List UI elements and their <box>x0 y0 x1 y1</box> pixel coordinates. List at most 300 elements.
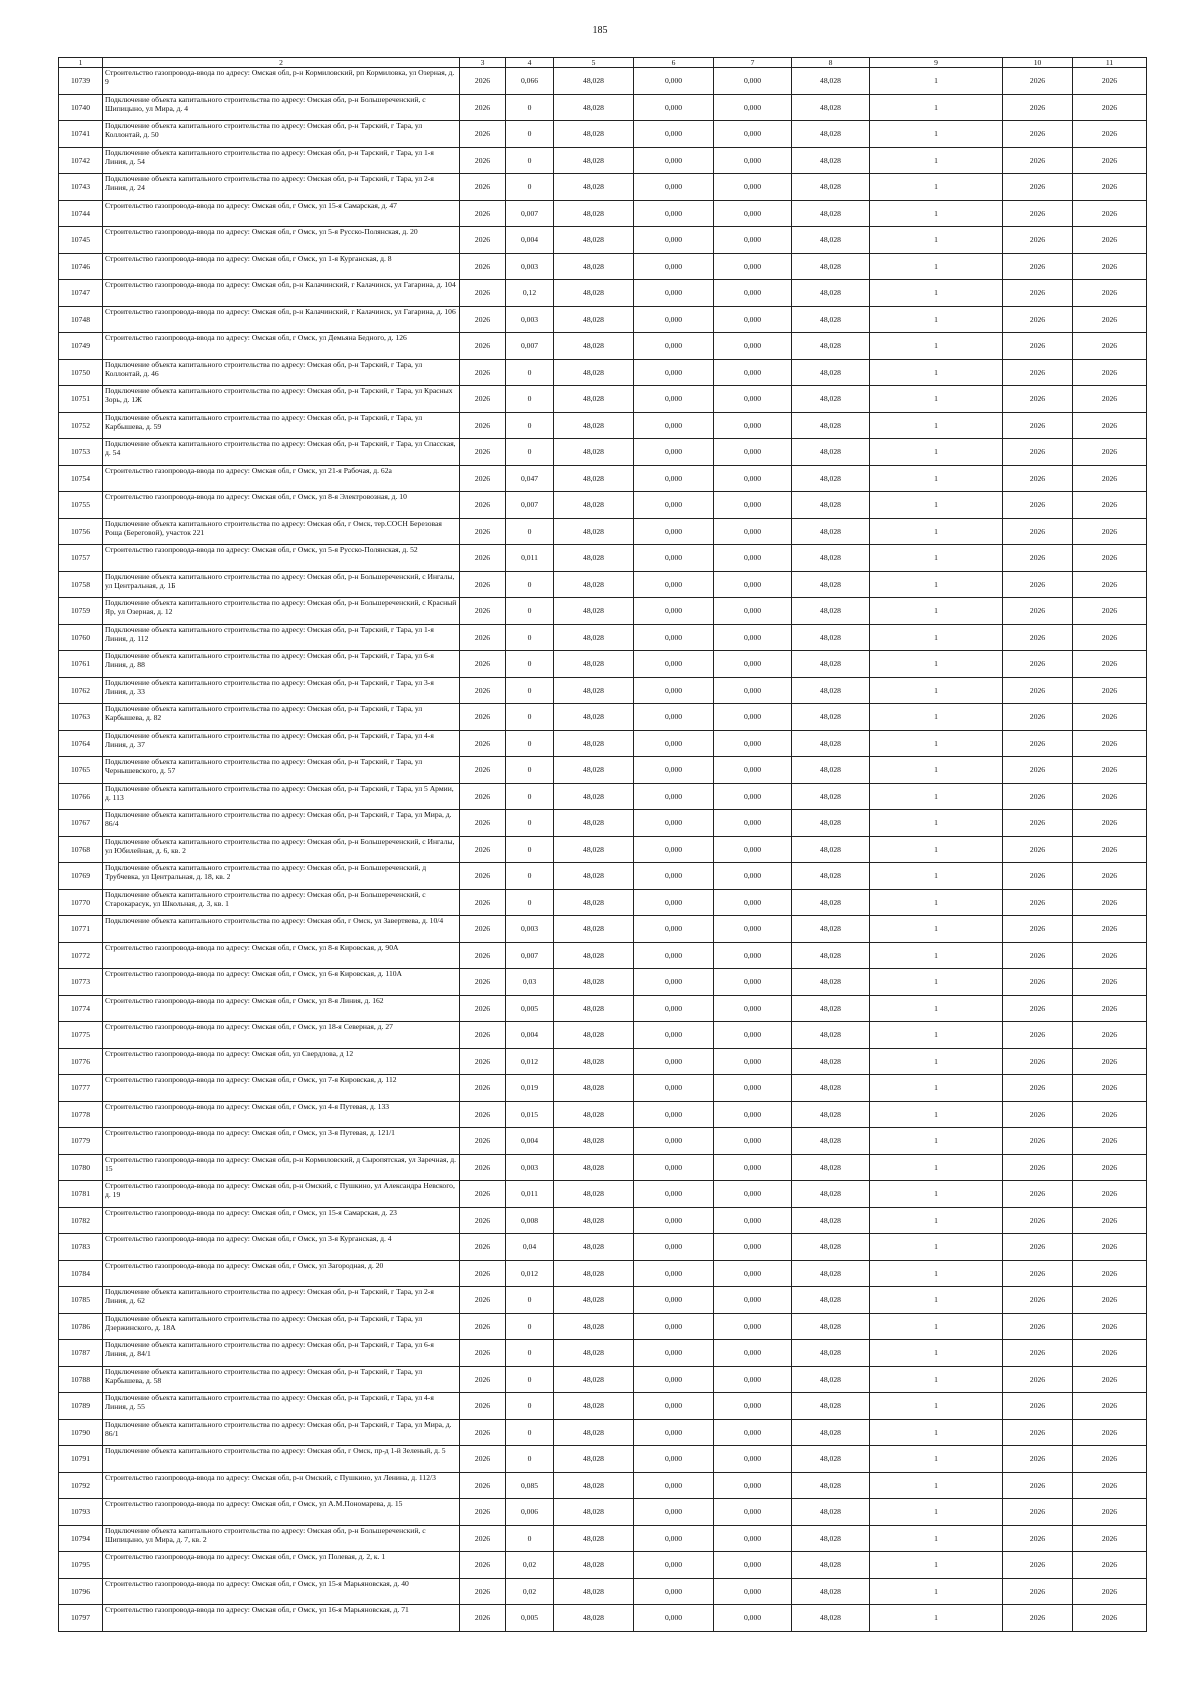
description-cell: Подключение объекта капитального строительства по адресу: Омская обл, р-н Тарский, г Тара, ул Красных Зорь, д. 1Ж <box>103 386 460 413</box>
value-cell: 0,000 <box>714 598 792 625</box>
value-cell: 0,000 <box>714 1525 792 1552</box>
row-number-cell: 10742 <box>59 147 103 174</box>
value-cell: 2026 <box>460 1552 506 1579</box>
value-cell: 2026 <box>1003 704 1073 731</box>
value-cell: 2026 <box>1003 1552 1073 1579</box>
value-cell: 2026 <box>1073 1366 1147 1393</box>
value-cell: 0,000 <box>634 1525 714 1552</box>
value-cell: 2026 <box>1073 227 1147 254</box>
value-cell: 48,028 <box>792 677 870 704</box>
column-header: 6 <box>634 58 714 68</box>
value-cell: 0,000 <box>634 1101 714 1128</box>
value-cell: 0,007 <box>506 942 554 969</box>
row-number-cell: 10785 <box>59 1287 103 1314</box>
value-cell: 48,028 <box>792 1552 870 1579</box>
column-header: 11 <box>1073 58 1147 68</box>
value-cell: 1 <box>870 1154 1003 1181</box>
row-number-cell: 10795 <box>59 1552 103 1579</box>
value-cell: 2026 <box>460 704 506 731</box>
value-cell: 0,047 <box>506 465 554 492</box>
value-cell: 0,000 <box>714 1154 792 1181</box>
value-cell: 2026 <box>1073 68 1147 95</box>
value-cell: 2026 <box>1073 253 1147 280</box>
value-cell: 0,03 <box>506 969 554 996</box>
value-cell: 2026 <box>1003 1128 1073 1155</box>
value-cell: 2026 <box>460 1154 506 1181</box>
value-cell: 48,028 <box>554 1022 634 1049</box>
table-row <box>59 1260 1147 1287</box>
value-cell: 0,004 <box>506 227 554 254</box>
value-cell: 1 <box>870 1207 1003 1234</box>
value-cell: 48,028 <box>554 863 634 890</box>
value-cell: 48,028 <box>792 942 870 969</box>
value-cell: 2026 <box>1073 836 1147 863</box>
value-cell: 2026 <box>1003 916 1073 943</box>
value-cell: 0,000 <box>634 598 714 625</box>
value-cell: 48,028 <box>792 518 870 545</box>
value-cell: 0,000 <box>714 1340 792 1367</box>
value-cell: 0,066 <box>506 68 554 95</box>
value-cell: 2026 <box>1003 1260 1073 1287</box>
value-cell: 2026 <box>460 1340 506 1367</box>
value-cell: 0,000 <box>634 677 714 704</box>
value-cell: 0,000 <box>634 1419 714 1446</box>
value-cell: 2026 <box>460 1207 506 1234</box>
value-cell: 2026 <box>460 545 506 572</box>
row-number-cell: 10776 <box>59 1048 103 1075</box>
table-row <box>59 253 1147 280</box>
value-cell: 48,028 <box>792 147 870 174</box>
value-cell: 48,028 <box>554 1419 634 1446</box>
description-cell: Строительство газопровода-ввода по адресу: Омская обл, г Омск, ул 15-я Самарская, д. 47 <box>103 200 460 227</box>
table-row <box>59 757 1147 784</box>
table-row <box>59 942 1147 969</box>
page-number: 185 <box>592 25 608 36</box>
value-cell: 2026 <box>1003 1234 1073 1261</box>
value-cell: 48,028 <box>792 651 870 678</box>
value-cell: 1 <box>870 94 1003 121</box>
value-cell: 48,028 <box>792 306 870 333</box>
value-cell: 48,028 <box>792 810 870 837</box>
table-row <box>59 1578 1147 1605</box>
value-cell: 2026 <box>1073 1181 1147 1208</box>
value-cell: 0 <box>506 571 554 598</box>
table-row <box>59 94 1147 121</box>
value-cell: 2026 <box>460 68 506 95</box>
value-cell: 48,028 <box>792 545 870 572</box>
value-cell: 2026 <box>1003 1022 1073 1049</box>
value-cell: 48,028 <box>554 94 634 121</box>
value-cell: 2026 <box>460 1499 506 1526</box>
table-row <box>59 1419 1147 1446</box>
value-cell: 0,000 <box>634 1605 714 1632</box>
value-cell: 2026 <box>1073 518 1147 545</box>
value-cell: 1 <box>870 280 1003 307</box>
value-cell: 0,000 <box>634 1552 714 1579</box>
value-cell: 2026 <box>1003 518 1073 545</box>
row-number-cell: 10774 <box>59 995 103 1022</box>
value-cell: 2026 <box>460 1022 506 1049</box>
value-cell: 0 <box>506 677 554 704</box>
value-cell: 2026 <box>460 412 506 439</box>
value-cell: 0,000 <box>634 1446 714 1473</box>
row-number-cell: 10786 <box>59 1313 103 1340</box>
value-cell: 0,000 <box>634 1499 714 1526</box>
value-cell: 2026 <box>1003 1154 1073 1181</box>
value-cell: 2026 <box>460 863 506 890</box>
value-cell: 48,028 <box>554 174 634 201</box>
value-cell: 48,028 <box>792 253 870 280</box>
value-cell: 2026 <box>1073 651 1147 678</box>
value-cell: 0 <box>506 359 554 386</box>
value-cell: 48,028 <box>554 1313 634 1340</box>
value-cell: 48,028 <box>554 730 634 757</box>
column-header: 5 <box>554 58 634 68</box>
value-cell: 0,012 <box>506 1048 554 1075</box>
value-cell: 2026 <box>1003 624 1073 651</box>
value-cell: 48,028 <box>792 571 870 598</box>
value-cell: 2026 <box>1003 1578 1073 1605</box>
value-cell: 0 <box>506 412 554 439</box>
value-cell: 48,028 <box>554 1472 634 1499</box>
value-cell: 0,000 <box>634 969 714 996</box>
column-header: 8 <box>792 58 870 68</box>
value-cell: 0,000 <box>634 1022 714 1049</box>
value-cell: 0 <box>506 836 554 863</box>
value-cell: 48,028 <box>792 783 870 810</box>
value-cell: 0,000 <box>634 386 714 413</box>
value-cell: 2026 <box>1003 253 1073 280</box>
value-cell: 2026 <box>1003 94 1073 121</box>
value-cell: 0,000 <box>714 916 792 943</box>
value-cell: 48,028 <box>792 1366 870 1393</box>
row-number-cell: 10764 <box>59 730 103 757</box>
value-cell: 48,028 <box>792 1578 870 1605</box>
value-cell: 0,000 <box>714 386 792 413</box>
table-row <box>59 1287 1147 1314</box>
value-cell: 0 <box>506 1366 554 1393</box>
value-cell: 0,007 <box>506 492 554 519</box>
value-cell: 0,000 <box>634 1472 714 1499</box>
value-cell: 2026 <box>1003 651 1073 678</box>
value-cell: 0,000 <box>634 889 714 916</box>
row-number-cell: 10796 <box>59 1578 103 1605</box>
value-cell: 0,000 <box>634 916 714 943</box>
row-number-cell: 10772 <box>59 942 103 969</box>
value-cell: 1 <box>870 174 1003 201</box>
value-cell: 0,000 <box>714 1048 792 1075</box>
row-number-cell: 10741 <box>59 121 103 148</box>
value-cell: 1 <box>870 651 1003 678</box>
value-cell: 2026 <box>460 1048 506 1075</box>
value-cell: 48,028 <box>792 1313 870 1340</box>
value-cell: 48,028 <box>792 1181 870 1208</box>
value-cell: 2026 <box>1073 757 1147 784</box>
value-cell: 0,000 <box>714 942 792 969</box>
value-cell: 0,000 <box>714 1287 792 1314</box>
row-number-cell: 10793 <box>59 1499 103 1526</box>
description-cell: Подключение объекта капитального строительства по адресу: Омская обл, р-н Тарский, г Тара, ул 1-я Линия, д. 54 <box>103 147 460 174</box>
value-cell: 1 <box>870 863 1003 890</box>
description-cell: Строительство газопровода-ввода по адресу: Омская обл, р-н Омский, с Пушкино, ул Александра Невского, д. 19 <box>103 1181 460 1208</box>
description-cell: Подключение объекта капитального строительства по адресу: Омская обл, р-н Тарский, г Тара, ул Карбышева, д. 82 <box>103 704 460 731</box>
value-cell: 48,028 <box>792 1472 870 1499</box>
value-cell: 0,000 <box>714 306 792 333</box>
column-header: 3 <box>460 58 506 68</box>
value-cell: 2026 <box>1003 333 1073 360</box>
description-cell: Строительство газопровода-ввода по адресу: Омская обл, г Омск, ул 8-я Электровозная, д. 10 <box>103 492 460 519</box>
row-number-cell: 10744 <box>59 200 103 227</box>
value-cell: 1 <box>870 1260 1003 1287</box>
value-cell: 2026 <box>1073 465 1147 492</box>
description-cell: Строительство газопровода-ввода по адресу: Омская обл, г Омск, ул 6-я Кировская, д. 110А <box>103 969 460 996</box>
value-cell: 48,028 <box>792 1234 870 1261</box>
value-cell: 48,028 <box>554 810 634 837</box>
value-cell: 0,000 <box>634 730 714 757</box>
value-cell: 2026 <box>460 1234 506 1261</box>
value-cell: 0,000 <box>634 1287 714 1314</box>
description-cell: Строительство газопровода-ввода по адресу: Омская обл, г Омск, ул 8-я Кировская, д. 90А <box>103 942 460 969</box>
description-cell: Строительство газопровода-ввода по адресу: Омская обл, р-н Кормиловский, д Сыропятская, ул Заречная, д. 15 <box>103 1154 460 1181</box>
table-row <box>59 730 1147 757</box>
value-cell: 2026 <box>1073 1446 1147 1473</box>
value-cell: 1 <box>870 386 1003 413</box>
value-cell: 2026 <box>1003 412 1073 439</box>
value-cell: 0,000 <box>714 863 792 890</box>
value-cell: 0,000 <box>634 492 714 519</box>
table-row <box>59 1366 1147 1393</box>
value-cell: 2026 <box>460 836 506 863</box>
value-cell: 2026 <box>460 174 506 201</box>
value-cell: 0,000 <box>714 651 792 678</box>
row-number-cell: 10768 <box>59 836 103 863</box>
table-row <box>59 1472 1147 1499</box>
value-cell: 2026 <box>1073 863 1147 890</box>
value-cell: 2026 <box>1003 863 1073 890</box>
description-cell: Подключение объекта капитального строительства по адресу: Омская обл, р-н Тарский, г Тара, ул 4-я Линия, д. 55 <box>103 1393 460 1420</box>
value-cell: 2026 <box>460 1525 506 1552</box>
row-number-cell: 10788 <box>59 1366 103 1393</box>
value-cell: 48,028 <box>554 492 634 519</box>
value-cell: 0,04 <box>506 1234 554 1261</box>
description-cell: Подключение объекта капитального строительства по адресу: Омская обл, р-н Большереченский, с Старокарасук, ул Школьная, д. 3, кв. 1 <box>103 889 460 916</box>
value-cell: 48,028 <box>792 757 870 784</box>
table-row <box>59 969 1147 996</box>
value-cell: 2026 <box>1003 1525 1073 1552</box>
value-cell: 48,028 <box>792 863 870 890</box>
value-cell: 2026 <box>460 651 506 678</box>
value-cell: 0,000 <box>714 1313 792 1340</box>
value-cell: 48,028 <box>554 757 634 784</box>
value-cell: 0,000 <box>714 412 792 439</box>
row-number-cell: 10784 <box>59 1260 103 1287</box>
value-cell: 48,028 <box>792 465 870 492</box>
row-number-cell: 10797 <box>59 1605 103 1632</box>
value-cell: 2026 <box>460 1393 506 1420</box>
description-cell: Строительство газопровода-ввода по адресу: Омская обл, г Омск, ул 21-я Рабочая, д. 62а <box>103 465 460 492</box>
value-cell: 1 <box>870 227 1003 254</box>
description-cell: Строительство газопровода-ввода по адресу: Омская обл, г Омск, ул 5-я Русско-Полянская, д. 52 <box>103 545 460 572</box>
value-cell: 0,000 <box>634 1128 714 1155</box>
value-cell: 0,000 <box>714 68 792 95</box>
description-cell: Строительство газопровода-ввода по адресу: Омская обл, г Омск, ул 7-я Кировская, д. 112 <box>103 1075 460 1102</box>
value-cell: 48,028 <box>554 916 634 943</box>
value-cell: 2026 <box>460 1605 506 1632</box>
table-row <box>59 1048 1147 1075</box>
value-cell: 1 <box>870 200 1003 227</box>
table-row <box>59 412 1147 439</box>
value-cell: 2026 <box>1003 969 1073 996</box>
value-cell: 48,028 <box>554 624 634 651</box>
value-cell: 2026 <box>460 492 506 519</box>
value-cell: 48,028 <box>554 1101 634 1128</box>
value-cell: 0 <box>506 1419 554 1446</box>
value-cell: 2026 <box>460 465 506 492</box>
value-cell: 2026 <box>1003 995 1073 1022</box>
value-cell: 0,003 <box>506 916 554 943</box>
value-cell: 48,028 <box>554 359 634 386</box>
description-cell: Строительство газопровода-ввода по адресу: Омская обл, г Омск, ул Полевая, д. 2, к. 1 <box>103 1552 460 1579</box>
value-cell: 1 <box>870 677 1003 704</box>
description-cell: Строительство газопровода-ввода по адресу: Омская обл, г Омск, ул 15-я Самарская, д. 23 <box>103 1207 460 1234</box>
row-number-cell: 10750 <box>59 359 103 386</box>
value-cell: 2026 <box>1073 359 1147 386</box>
value-cell: 0 <box>506 598 554 625</box>
table-row <box>59 1022 1147 1049</box>
value-cell: 48,028 <box>792 280 870 307</box>
value-cell: 2026 <box>460 1287 506 1314</box>
value-cell: 2026 <box>1073 1313 1147 1340</box>
row-number-cell: 10760 <box>59 624 103 651</box>
value-cell: 0,000 <box>714 677 792 704</box>
value-cell: 1 <box>870 545 1003 572</box>
value-cell: 48,028 <box>792 704 870 731</box>
table-row <box>59 624 1147 651</box>
value-cell: 0 <box>506 1525 554 1552</box>
value-cell: 2026 <box>460 1366 506 1393</box>
value-cell: 2026 <box>1073 916 1147 943</box>
value-cell: 2026 <box>1073 677 1147 704</box>
value-cell: 0 <box>506 174 554 201</box>
value-cell: 48,028 <box>554 1578 634 1605</box>
value-cell: 0 <box>506 1340 554 1367</box>
value-cell: 2026 <box>1003 1181 1073 1208</box>
value-cell: 48,028 <box>554 1260 634 1287</box>
description-cell: Подключение объекта капитального строительства по адресу: Омская обл, р-н Тарский, г Тара, ул Коллонтай, д. 50 <box>103 121 460 148</box>
value-cell: 1 <box>870 1101 1003 1128</box>
value-cell: 0,000 <box>634 68 714 95</box>
table-row <box>59 386 1147 413</box>
description-cell: Подключение объекта капитального строительства по адресу: Омская обл, р-н Большереченский, д Трубчевка, ул Центральная, д. 18, кв. 2 <box>103 863 460 890</box>
value-cell: 0,000 <box>634 704 714 731</box>
value-cell: 2026 <box>1073 1525 1147 1552</box>
row-number-cell: 10783 <box>59 1234 103 1261</box>
value-cell: 1 <box>870 1393 1003 1420</box>
table-row <box>59 174 1147 201</box>
row-number-cell: 10779 <box>59 1128 103 1155</box>
value-cell: 1 <box>870 1446 1003 1473</box>
value-cell: 1 <box>870 439 1003 466</box>
value-cell: 1 <box>870 1552 1003 1579</box>
value-cell: 0,000 <box>714 253 792 280</box>
value-cell: 48,028 <box>792 1260 870 1287</box>
description-cell: Подключение объекта капитального строительства по адресу: Омская обл, р-н Тарский, г Тара, ул 3-я Линия, д. 33 <box>103 677 460 704</box>
value-cell: 0,000 <box>714 730 792 757</box>
description-cell: Строительство газопровода-ввода по адресу: Омская обл, р-н Калачинский, г Калачинск, ул Гагарина, д. 106 <box>103 306 460 333</box>
value-cell: 48,028 <box>554 121 634 148</box>
value-cell: 48,028 <box>554 227 634 254</box>
description-cell: Подключение объекта капитального строительства по адресу: Омская обл, р-н Тарский, г Тара, ул 6-я Линия, д. 84/1 <box>103 1340 460 1367</box>
value-cell: 0,000 <box>634 1075 714 1102</box>
value-cell: 2026 <box>1003 730 1073 757</box>
value-cell: 1 <box>870 306 1003 333</box>
value-cell: 0,011 <box>506 545 554 572</box>
value-cell: 2026 <box>1073 1260 1147 1287</box>
value-cell: 1 <box>870 1419 1003 1446</box>
description-cell: Строительство газопровода-ввода по адресу: Омская обл, г Омск, ул 15-я Марьяновская, д. 40 <box>103 1578 460 1605</box>
value-cell: 2026 <box>1073 439 1147 466</box>
row-number-cell: 10740 <box>59 94 103 121</box>
description-cell: Подключение объекта капитального строительства по адресу: Омская обл, р-н Тарский, г Тара, ул Коллонтай, д. 46 <box>103 359 460 386</box>
description-cell: Подключение объекта капитального строительства по адресу: Омская обл, р-н Тарский, г Тара, ул Дзержинского, д. 18А <box>103 1313 460 1340</box>
value-cell: 2026 <box>1073 1154 1147 1181</box>
table-row <box>59 1075 1147 1102</box>
table-row <box>59 1525 1147 1552</box>
value-cell: 48,028 <box>792 439 870 466</box>
row-number-cell: 10770 <box>59 889 103 916</box>
value-cell: 48,028 <box>554 200 634 227</box>
value-cell: 0,000 <box>714 836 792 863</box>
value-cell: 2026 <box>1003 1393 1073 1420</box>
value-cell: 2026 <box>1003 439 1073 466</box>
value-cell: 0,000 <box>634 836 714 863</box>
value-cell: 2026 <box>1003 1446 1073 1473</box>
value-cell: 0,02 <box>506 1578 554 1605</box>
value-cell: 0 <box>506 386 554 413</box>
table-row <box>59 280 1147 307</box>
value-cell: 2026 <box>460 1419 506 1446</box>
value-cell: 2026 <box>460 1181 506 1208</box>
value-cell: 0,000 <box>634 810 714 837</box>
description-cell: Подключение объекта капитального строительства по адресу: Омская обл, р-н Тарский, г Тара, ул 1-я Линия, д. 112 <box>103 624 460 651</box>
description-cell: Строительство газопровода-ввода по адресу: Омская обл, г Омск, ул 1-я Курганская, д. 8 <box>103 253 460 280</box>
value-cell: 2026 <box>1073 1101 1147 1128</box>
value-cell: 1 <box>870 1128 1003 1155</box>
value-cell: 2026 <box>1073 306 1147 333</box>
value-cell: 48,028 <box>554 1181 634 1208</box>
value-cell: 2026 <box>460 624 506 651</box>
value-cell: 1 <box>870 68 1003 95</box>
value-cell: 48,028 <box>792 969 870 996</box>
value-cell: 2026 <box>1003 200 1073 227</box>
value-cell: 1 <box>870 916 1003 943</box>
value-cell: 2026 <box>1073 1419 1147 1446</box>
value-cell: 2026 <box>1073 1340 1147 1367</box>
value-cell: 0,000 <box>634 624 714 651</box>
value-cell: 2026 <box>1073 94 1147 121</box>
row-number-cell: 10755 <box>59 492 103 519</box>
value-cell: 0,000 <box>634 651 714 678</box>
value-cell: 2026 <box>1003 1605 1073 1632</box>
value-cell: 2026 <box>1073 704 1147 731</box>
value-cell: 2026 <box>1003 836 1073 863</box>
value-cell: 2026 <box>1073 571 1147 598</box>
value-cell: 1 <box>870 147 1003 174</box>
value-cell: 2026 <box>460 783 506 810</box>
value-cell: 48,028 <box>554 677 634 704</box>
value-cell: 0,000 <box>634 253 714 280</box>
value-cell: 1 <box>870 942 1003 969</box>
